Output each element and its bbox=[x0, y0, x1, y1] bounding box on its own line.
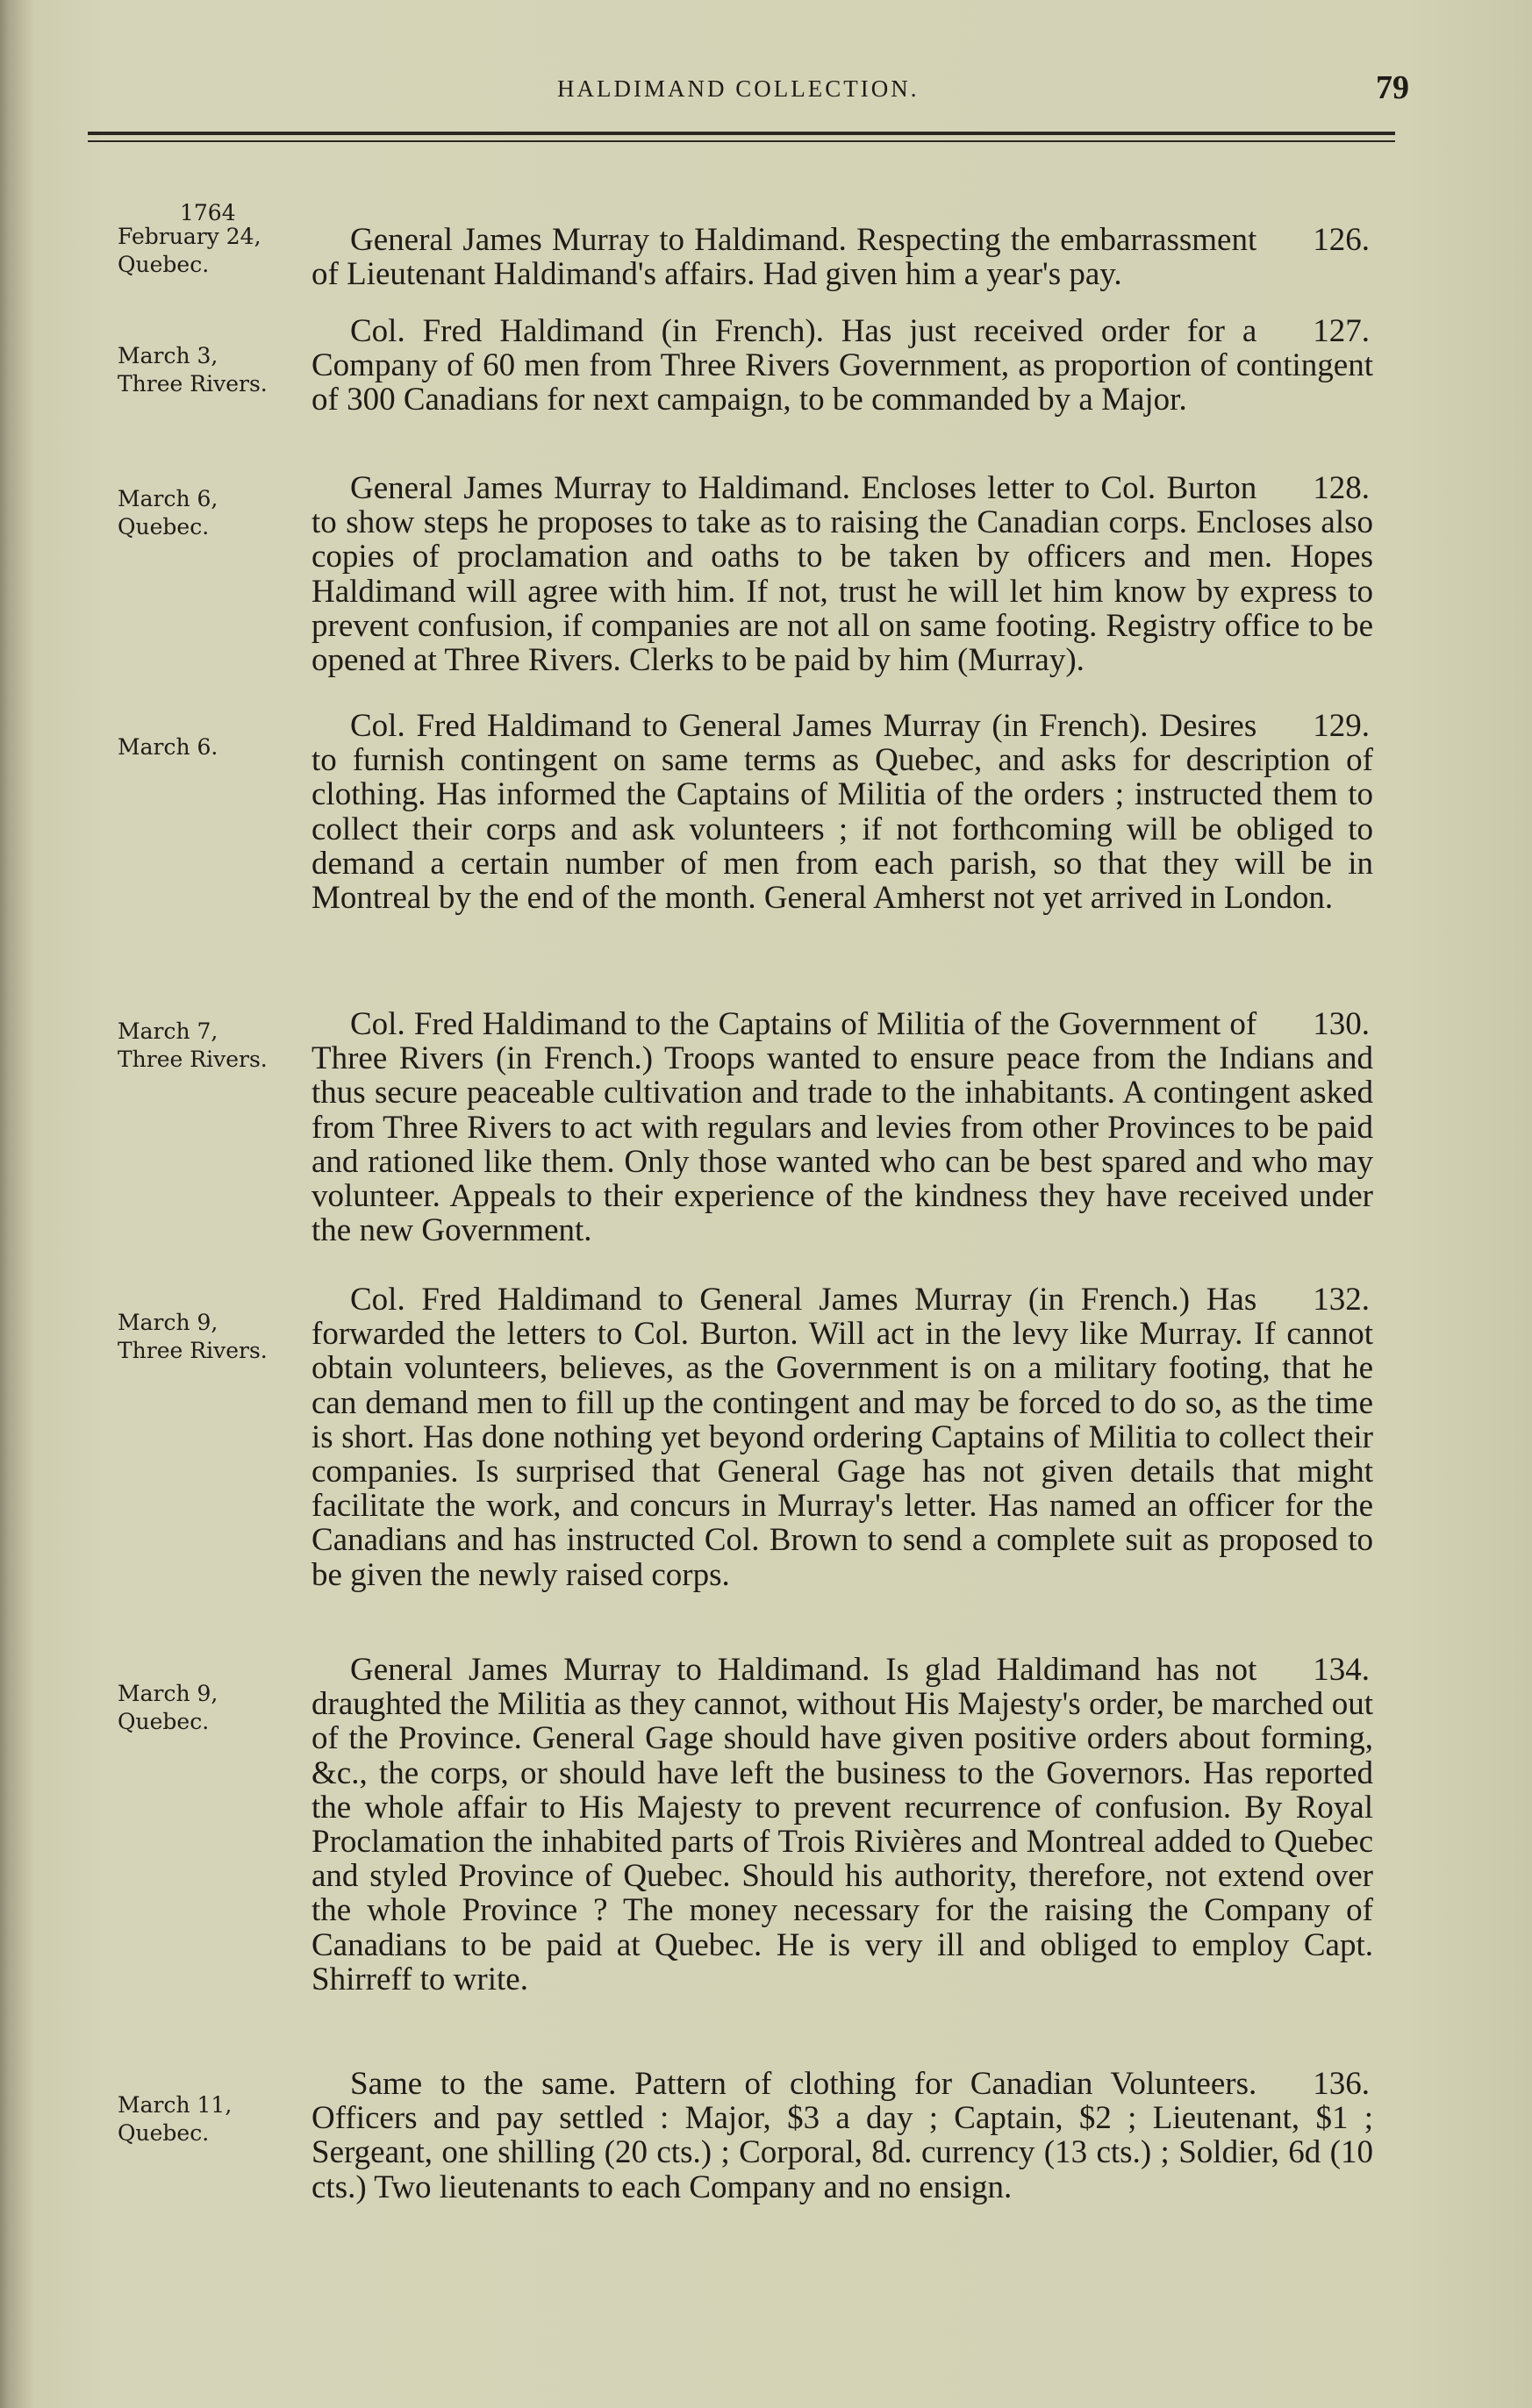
entry-reference: 126. bbox=[1313, 222, 1370, 258]
entry-text: General James Murray to Haldimand. Encloses letter to Col. Burton to show steps he proposes to take as to raising the Canadian corps. Encloses also copies of proclamation and oaths to be taken by officers and men. Hopes Haldimand will agree with him. If not, trust he will let him know by express to prevent confusion, if companies are not all on same footing. Registry office to be opened at Three Rivers. Clerks to be paid by him (Murray). bbox=[311, 470, 1373, 679]
entry-text: Col. Fred Haldimand (in French). Has just received order for a Company of 60 men from Three Rivers Government, as proportion of contingent of 300 Canadians for next campaign, to be commanded by a Major. bbox=[311, 313, 1373, 418]
header-rule-thick bbox=[88, 132, 1395, 135]
entry-summary bbox=[311, 1007, 1373, 1247]
entry-date: March 9, bbox=[118, 1681, 218, 1706]
entry-date-place bbox=[118, 342, 319, 398]
entry-text: Col. Fred Haldimand to the Captains of Militia of the Government of Three Rivers (in French.) Troops wanted to ensure peace from the Indians and thus secure peaceable cultivation and trade to the inhabitants. A contingent asked from Three Rivers to act with regulars and levies from other Provinces to be paid and rationed like them. Only those wanted who can be best spared and who may volunteer. Appeals to their experience of the kindness they have received under the new Government. bbox=[311, 1006, 1373, 1249]
entry-date: March 9, bbox=[118, 1310, 218, 1335]
entry-place: Quebec. bbox=[118, 514, 210, 539]
entry-date-place bbox=[118, 223, 319, 279]
entry-date: March 6. bbox=[118, 734, 218, 760]
entry-place: Three Rivers. bbox=[118, 371, 268, 397]
entry-date: February 24, bbox=[118, 224, 261, 249]
entry-date-place bbox=[118, 1018, 319, 1074]
year-heading: 1764 bbox=[180, 200, 236, 225]
entry-summary bbox=[311, 471, 1373, 677]
book-spine-shadow bbox=[0, 0, 33, 2408]
entry-summary bbox=[311, 223, 1373, 291]
entry-summary bbox=[311, 1283, 1373, 1592]
entry-text: General James Murray to Haldimand. Respecting the embarrassment of Lieutenant Haldimand's affairs. Had given him a year's pay. bbox=[311, 222, 1257, 293]
entry-date: March 6, bbox=[118, 486, 218, 511]
entry-date: March 7, bbox=[118, 1018, 218, 1044]
entry-text: Col. Fred Haldimand to General James Murray (in French). Desires to furnish contingent on same terms as Quebec, and asks for description of clothing. Has informed the Captains of Militia of the orders ; instructed them to collect their corps and ask volunteers ; if not forthcoming will be obliged to demand a certain number of men from each parish, so that they will be in Montreal by the end of the month. General Amherst not yet arrived in London. bbox=[311, 708, 1373, 917]
page-number: 79 bbox=[1376, 69, 1409, 106]
entry-text: Same to the same. Pattern of clothing for Canadian Volunteers. Officers and pay settled : Major, $3 a day ; Captain, $2 ; Lieutenant, $1 ; Sergeant, one shilling (20 cts.) ; Corporal, 8d. currency (13 cts.) ; Soldier, 6d (10 cts.) Two lieutenants to each Company and no ensign. bbox=[311, 2066, 1373, 2205]
entry-date-place bbox=[118, 1680, 319, 1736]
entry-date-place bbox=[118, 485, 319, 541]
entry-summary bbox=[311, 314, 1373, 418]
entry-text: General James Murray to Haldimand. Is glad Haldimand has not draughted the Militia as they cannot, without His Majesty's order, be marched out of the Province. General Gage should have given positive orders about forming, &c., the corps, or should have left the business to the Governors. Has reported the whole affair to His Majesty to prevent recurrence of confusion. By Royal Proclamation the inhabited parts of Trois Rivières and Montreal added to Quebec and styled Province of Quebec. Should his authority, therefore, not extend over the whole Province ? The money necessary for the raising the Company of Canadians to be paid at Quebec. He is very ill and obliged to employ Capt. Shirreff to write. bbox=[311, 1652, 1373, 1997]
entry-place: Quebec. bbox=[118, 1709, 210, 1734]
entry-text: Col. Fred Haldimand to General James Murray (in French.) Has forwarded the letters to Col. Burton. Will act in the levy like Murray. If cannot obtain volunteers, believes, as the Government is on a military footing, that he can demand men to fill up the contingent and may be forced to do so, as the time is short. Has done nothing yet beyond ordering Captains of Militia to collect their companies. Is surprised that General Gage has not given details that might facilitate the work, and concurs in Murray's letter. Has named an officer for the Canadians and has instructed Col. Brown to send a complete suit as proposed to be given the newly raised corps. bbox=[311, 1282, 1373, 1593]
header-rule-thin bbox=[88, 140, 1395, 142]
page-header bbox=[88, 68, 1409, 112]
entry-date-place bbox=[118, 733, 319, 761]
entry-place: Three Rivers. bbox=[118, 1338, 268, 1363]
entry-date-place bbox=[118, 1309, 319, 1365]
entry-summary bbox=[311, 1653, 1373, 1997]
entry-reference: 130. bbox=[1313, 1006, 1370, 1042]
entry-place: Quebec. bbox=[118, 252, 210, 277]
entry-summary bbox=[311, 2067, 1373, 2204]
running-head: HALDIMAND COLLECTION. bbox=[557, 75, 920, 102]
entry-date-place bbox=[118, 2091, 319, 2147]
entry-reference: 128. bbox=[1313, 470, 1370, 506]
entry-reference: 136. bbox=[1313, 2066, 1370, 2102]
entry-reference: 127. bbox=[1313, 313, 1370, 349]
entry-date: March 3, bbox=[118, 343, 218, 368]
entry-reference: 134. bbox=[1313, 1652, 1370, 1688]
entry-date: March 11, bbox=[118, 2092, 233, 2118]
entry-place: Three Rivers. bbox=[118, 1047, 268, 1072]
entry-place: Quebec. bbox=[118, 2120, 210, 2146]
entry-reference: 132. bbox=[1313, 1282, 1370, 1318]
entry-reference: 129. bbox=[1313, 708, 1370, 744]
entry-summary bbox=[311, 709, 1373, 915]
